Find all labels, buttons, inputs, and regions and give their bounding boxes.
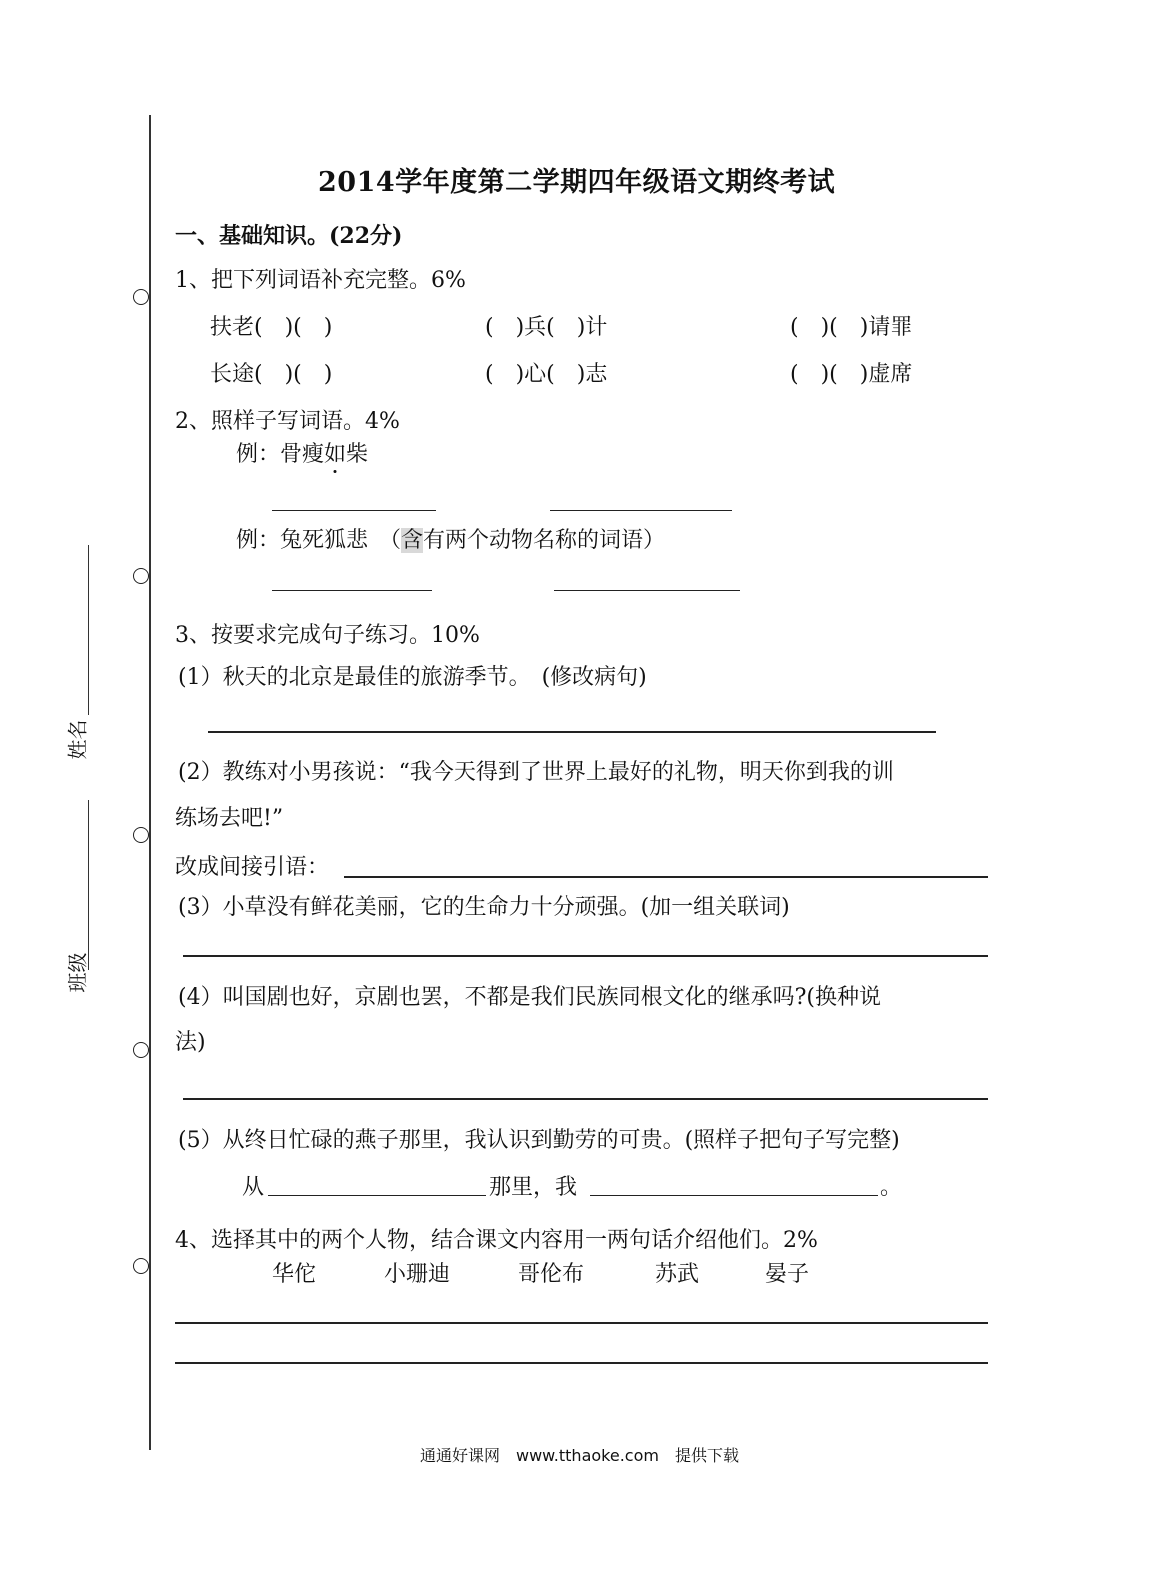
q3-sentence-2-line2: 练场去吧!” (175, 806, 284, 831)
answer-line[interactable] (208, 731, 936, 733)
class-blank-line (88, 800, 89, 970)
binding-hole (133, 827, 149, 843)
name-blank-line (88, 545, 89, 715)
q3-answer-label: 改成间接引语： (175, 855, 330, 880)
q3-sentence-4-line2: 法) (175, 1030, 206, 1055)
answer-line[interactable] (344, 876, 988, 878)
q1-prompt: 1、把下列词语补充完整。6% (175, 268, 466, 293)
name-label: 姓名 (65, 719, 90, 760)
binding-hole (133, 1258, 149, 1274)
emphasis-char: 如 (324, 442, 347, 467)
answer-blank[interactable] (550, 510, 732, 511)
person-name: 哥伦布 (518, 1262, 585, 1287)
q3-sentence-1: (1）秋天的北京是最佳的旅游季节。 (修改病句) (178, 665, 647, 690)
person-name: 苏武 (655, 1262, 700, 1287)
q3-sentence-4-line1: (4）叫国剧也好，京剧也罢，不都是我们民族同根文化的继承吗?(换种说 (178, 985, 881, 1010)
answer-blank[interactable] (554, 590, 740, 591)
class-label: 班级 (65, 952, 90, 993)
example-text: 例：骨瘦 (236, 442, 325, 467)
binding-line (149, 115, 151, 1450)
q3-sentence-5: (5）从终日忙碌的燕子那里，我认识到勤劳的可贵。(照样子把句子写完整) (178, 1128, 900, 1153)
person-name: 晏子 (765, 1262, 810, 1287)
q3-s5-mid: 那里，我 (489, 1175, 578, 1200)
answer-line[interactable] (183, 1098, 988, 1100)
q1-item: 扶老( )( ) (210, 315, 333, 340)
q3-sentence-2-line1: (2）教练对小男孩说：“我今天得到了世界上最好的礼物，明天你到我的训 (178, 760, 894, 785)
q1-item: ( )兵( )计 (485, 315, 608, 340)
answer-blank[interactable] (268, 1195, 486, 1196)
example-text: 例：兔死狐悲 （ (236, 528, 402, 553)
q2-example2 (236, 523, 665, 554)
q4-prompt: 4、选择其中的两个人物，结合课文内容用一两句话介绍他们。2% (175, 1228, 818, 1253)
example-text: 柴 (346, 442, 369, 467)
answer-line[interactable] (175, 1362, 988, 1364)
binding-hole (133, 568, 149, 584)
q3-s5-end: 。 (880, 1175, 903, 1200)
binding-hole (133, 289, 149, 305)
q2-prompt: 2、照样子写词语。4% (175, 409, 400, 434)
answer-blank[interactable] (272, 590, 432, 591)
example-text: 有两个动物名称的词语） (423, 528, 666, 553)
q2-example1 (236, 437, 368, 468)
q1-item: ( )( )请罪 (790, 315, 913, 340)
page-title: 2014学年度第二学期四年级语文期终考试 (318, 167, 836, 198)
answer-blank[interactable] (590, 1195, 878, 1196)
binding-hole (133, 1042, 149, 1058)
q3-prompt: 3、按要求完成句子练习。10% (175, 623, 480, 648)
person-name: 小珊迪 (384, 1262, 451, 1287)
q1-item: 长途( )( ) (210, 362, 333, 387)
q3-sentence-3: (3）小草没有鲜花美丽，它的生命力十分顽强。(加一组关联词) (178, 895, 790, 920)
answer-blank[interactable] (272, 510, 436, 511)
answer-line[interactable] (175, 1322, 988, 1324)
answer-line[interactable] (183, 955, 988, 957)
q1-item: ( )( )虚席 (790, 362, 913, 387)
person-name: 华佗 (272, 1262, 317, 1287)
footer-credit: 通通好课网 www.tthaoke.com 提供下载 (420, 1446, 739, 1465)
highlighted-char: 含 (401, 528, 424, 553)
q1-item: ( )心( )志 (485, 362, 608, 387)
section-heading: 一、基础知识。(22分) (175, 223, 403, 249)
q3-s5-from: 从 (242, 1175, 265, 1200)
